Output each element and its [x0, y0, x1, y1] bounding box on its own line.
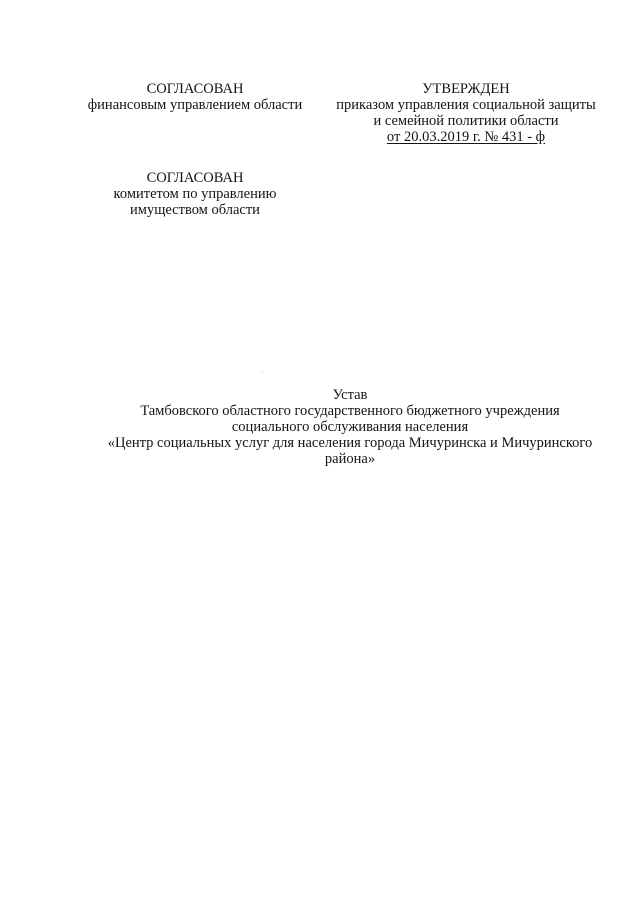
approval-order-date-number: от 20.03.2019 г. № 431 - ф: [386, 129, 546, 145]
approval-property: [70, 170, 320, 218]
charter-title-line4: «Центр социальных услуг для населения города Мичуринска и Мичуринского: [107, 435, 593, 451]
approval-approved: [318, 81, 614, 145]
approval-finance: [70, 81, 320, 113]
charter-title-line2: Тамбовского областного государственного бюджетного учреждения: [140, 403, 560, 419]
charter-title-word: Устав: [332, 387, 368, 403]
approval-property-line2: имуществом области: [130, 202, 260, 218]
approval-property-heading: СОГЛАСОВАН: [146, 170, 244, 186]
approval-finance-heading: СОГЛАСОВАН: [146, 81, 244, 97]
charter-title-line5: района»: [324, 451, 376, 467]
charter-title-line3: социального обслуживания населения: [231, 419, 469, 435]
scan-speck: [262, 371, 263, 372]
charter-title: [60, 387, 640, 467]
approval-approved-heading: УТВЕРЖДЕН: [422, 81, 510, 97]
approval-approved-line2: и семейной политики области: [373, 113, 559, 129]
approval-property-line1: комитетом по управлению: [113, 186, 277, 202]
approval-approved-line1: приказом управления социальной защиты: [336, 97, 596, 113]
approval-finance-body: финансовым управлением области: [87, 97, 303, 113]
